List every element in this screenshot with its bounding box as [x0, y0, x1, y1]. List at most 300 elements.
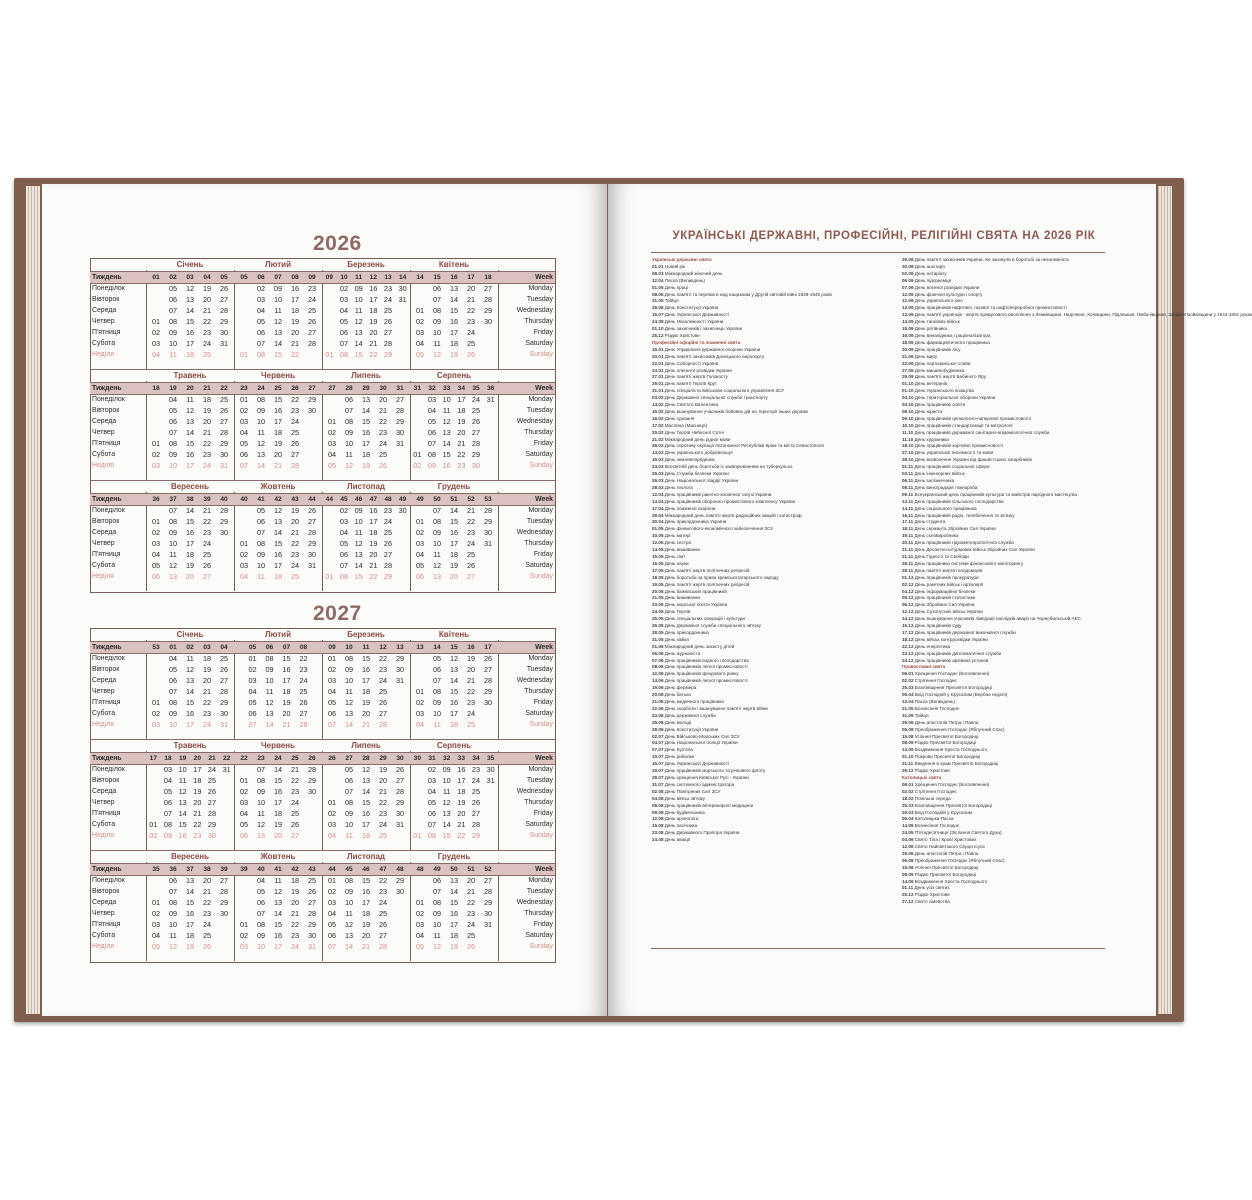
week-number: 12: [369, 274, 377, 281]
day-name-ua: Неділя: [92, 943, 114, 950]
day-cell: 04: [415, 720, 425, 729]
day-cell: 01: [325, 350, 334, 359]
day-cell: 13: [354, 550, 363, 559]
holiday-date: 27.01: [652, 374, 664, 380]
day-cell: 08: [432, 517, 442, 526]
day-cell: 22: [299, 654, 308, 663]
holiday-name: Стрітення Господнє: [913, 788, 957, 794]
holiday-date: 15.07: [652, 312, 664, 318]
day-cell: 17: [449, 539, 459, 548]
day-cell: 17: [361, 820, 371, 829]
week-number: 35: [472, 385, 480, 392]
day-cell: 22: [378, 876, 388, 885]
day-cell: 09: [354, 284, 363, 293]
week-number: 48: [396, 866, 404, 873]
day-cell: 10: [273, 295, 283, 304]
day-cell: 02: [327, 809, 337, 818]
day-cell: 08: [344, 876, 354, 885]
day-cell: 08: [168, 317, 178, 326]
holiday-name: День прикордонника України: [663, 519, 727, 525]
month-name: Квітень: [438, 260, 470, 269]
holiday-date: 30.04: [652, 519, 664, 525]
holiday-item: [652, 651, 892, 658]
holiday-item: [652, 837, 892, 844]
holiday-item: [652, 782, 892, 789]
day-cell: 27: [219, 417, 229, 426]
day-cell: 05: [256, 887, 266, 896]
day-cell: 11: [257, 809, 265, 818]
day-cell: 25: [299, 687, 308, 696]
holiday-item: [652, 699, 892, 706]
day-cell: 05: [327, 698, 337, 707]
day-cell: 29: [395, 798, 405, 807]
holiday-date: 29.03: [902, 809, 914, 815]
day-cell: 28: [299, 720, 308, 729]
holiday-name: День матері: [663, 533, 691, 539]
holiday-name: День студента: [913, 519, 946, 525]
holiday-name: День працівників суду: [913, 623, 962, 629]
day-cell: 14: [449, 676, 459, 685]
holiday-date: 10.07: [652, 754, 664, 760]
holiday-item: [902, 865, 1106, 872]
holiday-date: 04.12: [902, 588, 914, 594]
holiday-name: День пам'яті жертв політичних репресій: [663, 567, 750, 573]
week-number: 30: [413, 755, 421, 762]
day-cell: 07: [327, 720, 337, 729]
day-cell: 23: [378, 428, 388, 437]
day-cell: 17: [361, 676, 371, 685]
day-cell: 01: [149, 820, 158, 829]
holiday-item: [902, 561, 1106, 568]
day-cell: 19: [290, 887, 300, 896]
calendar-2026: [90, 258, 555, 592]
day-cell: 18: [290, 876, 300, 885]
day-cell: 13: [344, 709, 354, 718]
holiday-item: [652, 464, 892, 471]
holiday-item: [902, 858, 1106, 865]
holiday-date: 06.11: [902, 478, 914, 483]
holiday-date: 15.01: [652, 346, 664, 352]
holiday-item: [902, 851, 1106, 858]
day-cell: 11: [169, 550, 177, 559]
day-cell: 15: [354, 350, 363, 359]
day-cell: 16: [361, 809, 371, 818]
day-cell: 04: [239, 572, 249, 581]
calendar-2027: [90, 628, 555, 962]
holiday-name: Всеукраїнський день працівників культури та майстрів народного мистецтва: [913, 491, 1077, 497]
holiday-item: [652, 582, 892, 589]
day-cell: 19: [449, 561, 459, 570]
day-name-en: Thursday: [524, 799, 553, 806]
holiday-date: 18.05: [652, 574, 664, 580]
holiday-name: День української писемності та мови: [913, 450, 994, 456]
day-cell: 15: [449, 687, 459, 696]
holiday-date: 17.04: [652, 505, 664, 511]
holiday-item: [652, 658, 892, 665]
year-title-2027: 2027: [313, 602, 362, 625]
week-number: 06: [265, 644, 274, 651]
day-cell: 26: [378, 461, 388, 470]
day-cell: 14: [344, 942, 354, 951]
holiday-name: День Куп'ала: [663, 747, 693, 753]
day-name-ua: П'ятниця: [92, 699, 121, 706]
day-cell: 07: [339, 339, 349, 348]
day-name-en: Wednesday: [516, 307, 553, 314]
holiday-name: День працівників лісу: [913, 346, 961, 352]
holiday-date: 28.11: [902, 567, 914, 573]
day-cell: 29: [219, 898, 229, 907]
day-cell: 13: [361, 395, 371, 404]
holiday-name: День пам'яті захисників Донецького аеропорту: [663, 353, 765, 359]
day-cell: 17: [273, 417, 283, 426]
day-cell: 07: [168, 306, 178, 315]
holiday-date: 13.09: [902, 305, 914, 311]
day-cell: 07: [427, 439, 437, 448]
day-cell: 02: [239, 406, 249, 415]
holiday-date: 15.07: [652, 761, 664, 767]
day-cell: 29: [395, 876, 405, 885]
week-number: 52: [484, 866, 492, 873]
day-cell: 25: [466, 550, 476, 559]
month-name: Травень: [173, 371, 207, 380]
day-cell: 29: [483, 517, 493, 526]
day-cell: 20: [202, 876, 212, 885]
holiday-item: [902, 430, 1106, 437]
day-cell: 20: [273, 831, 283, 840]
holiday-date: 18.09: [902, 339, 914, 345]
week-number: 25: [274, 385, 282, 392]
week-number: 37: [169, 496, 177, 503]
day-cell: 28: [219, 506, 229, 515]
holiday-name: Преображення Господнє (Яблучний Спас): [913, 857, 1005, 863]
week-number: 32: [442, 755, 451, 762]
day-cell: 22: [457, 831, 466, 840]
week-number: 38: [203, 866, 211, 873]
holiday-item: [652, 388, 892, 395]
holiday-name: Пасха (Великдень): [663, 277, 705, 283]
holiday-name: День соціального працівника: [913, 505, 977, 511]
holiday-date: 16.02: [652, 415, 664, 421]
holiday-date: 18.10: [902, 443, 914, 449]
day-cell: 16: [178, 831, 187, 840]
day-cell: 27: [378, 931, 388, 940]
holiday-item: [902, 720, 1106, 727]
day-cell: 22: [378, 417, 388, 426]
title-rule: [651, 252, 1105, 253]
day-cell: 19: [282, 698, 291, 707]
day-name-ua: Понеділок: [92, 285, 125, 292]
day-cell: 08: [432, 898, 442, 907]
week-number: 38: [186, 496, 194, 503]
day-cell: 20: [466, 284, 476, 293]
day-cell: 12: [344, 920, 354, 929]
day-cell: 12: [256, 439, 266, 448]
day-cell: 06: [344, 776, 354, 785]
holiday-date: 23.06: [652, 712, 664, 718]
holiday-name: День українського добровольця: [663, 450, 733, 456]
week-number: 51: [467, 866, 475, 873]
week-number: 49: [433, 866, 441, 873]
day-cell: 15: [273, 776, 283, 785]
holiday-name: День Конституції України: [663, 305, 719, 311]
holiday-date: 08.09: [902, 871, 914, 877]
week-label-en: Week: [535, 385, 553, 392]
holiday-date: 09.08: [652, 809, 664, 815]
holiday-name: День працівників стандартизації та метрології: [913, 422, 1013, 428]
holiday-name: Новий рік: [663, 263, 686, 269]
holiday-date: 17.05: [652, 567, 664, 573]
day-cell: 12: [256, 820, 266, 829]
day-cell: 09: [344, 665, 354, 674]
day-name-en: Tuesday: [526, 888, 553, 895]
day-cell: 04: [151, 550, 161, 559]
day-cell: 13: [256, 831, 266, 840]
day-cell: 12: [185, 665, 195, 674]
day-cell: 04: [327, 831, 337, 840]
day-cell: 31: [395, 439, 405, 448]
week-number: 21: [203, 385, 211, 392]
day-cell: 23: [378, 887, 388, 896]
day-cell: 29: [471, 450, 481, 459]
holiday-date: 06.08: [902, 726, 914, 732]
holiday-item: [652, 409, 892, 416]
day-cell: 09: [354, 506, 363, 515]
month-name: Липень: [351, 741, 381, 750]
day-cell: 24: [202, 720, 212, 729]
holiday-name: День працівників целюлозно-паперової промисловості: [913, 415, 1032, 421]
week-number: 44: [308, 496, 316, 503]
month-name: Червень: [261, 741, 295, 750]
day-cell: 30: [483, 528, 493, 537]
holiday-name: День ракетних військ і артилерії: [913, 581, 984, 587]
holiday-item: [902, 727, 1106, 734]
holiday-date: 20.02: [652, 429, 664, 435]
holiday-date: 14.09: [902, 319, 914, 325]
day-cell: 12: [432, 942, 442, 951]
day-cell: 04: [256, 306, 266, 315]
week-label-en: Week: [535, 496, 553, 503]
holiday-date: 12.06: [652, 671, 664, 677]
day-cell: 24: [471, 395, 481, 404]
week-number: 41: [257, 496, 265, 503]
day-name-ua: Четвер: [92, 799, 115, 806]
holiday-name: Стрітення Господнє: [913, 678, 957, 684]
day-cell: 14: [185, 506, 195, 515]
day-name-ua: Субота: [92, 451, 116, 458]
day-cell: 03: [339, 517, 349, 526]
holiday-item: [652, 754, 892, 761]
holiday-date: 06.01: [902, 671, 914, 677]
holiday-name: Успіння Пресвятої Богородиці: [913, 864, 979, 870]
holiday-name: День вшанування учасників бойових дій на території інших держав: [663, 408, 808, 414]
day-name-en: Monday: [528, 507, 553, 514]
day-cell: 07: [168, 687, 178, 696]
week-number: 05: [248, 644, 257, 651]
day-cell: 23: [466, 317, 476, 326]
day-cell: 13: [361, 776, 371, 785]
day-cell: 03: [327, 439, 337, 448]
day-cell: 12: [178, 787, 187, 796]
holiday-name: День Незалежності України: [663, 319, 724, 325]
holiday-item: [652, 720, 892, 727]
holiday-item: [902, 796, 1106, 803]
holiday-name: Покрова Пресвятої Богородиці: [913, 754, 981, 760]
day-cell: 21: [466, 887, 476, 896]
holiday-date: 01.05: [652, 284, 664, 290]
day-cell: 26: [378, 920, 388, 929]
week-number: 11: [362, 644, 370, 651]
day-cell: 26: [307, 887, 317, 896]
day-name-en: Wednesday: [516, 899, 553, 906]
holiday-name: Різдво Христове: [913, 892, 950, 898]
holiday-name: День археолога: [663, 816, 699, 822]
holiday-name: Хрещення Господнє (Богоявлення): [913, 781, 990, 787]
holiday-date: 04.08: [652, 795, 664, 801]
grid-line: [498, 640, 499, 739]
week-number: 46: [354, 496, 363, 503]
day-cell: 02: [415, 909, 425, 918]
day-cell: 28: [378, 720, 388, 729]
holiday-name: Вознесіння Господнє: [913, 823, 960, 829]
holiday-item: [902, 589, 1106, 596]
holiday-item: [902, 533, 1106, 540]
week-number: 17: [467, 274, 475, 281]
day-cell: 22: [466, 687, 476, 696]
month-name: Лютий: [265, 260, 291, 269]
day-cell: 09: [344, 809, 354, 818]
holiday-name: День медичного працівника: [663, 699, 724, 704]
holiday-date: 09.10: [902, 415, 914, 421]
day-cell: 25: [290, 428, 300, 437]
grid-line: [498, 270, 499, 369]
day-name-ua: Середа: [92, 788, 117, 795]
day-cell: 29: [307, 920, 317, 929]
day-cell: 05: [339, 317, 349, 326]
day-cell: 05: [163, 787, 173, 796]
holiday-item: [652, 347, 892, 354]
holiday-item: [652, 423, 892, 430]
holiday-item: [652, 602, 892, 609]
day-cell: 28: [471, 820, 481, 829]
holiday-name: День Військово-Морських Сил ЗСУ: [663, 733, 740, 739]
holiday-date: 27.09: [902, 367, 914, 373]
holiday-name: День фермера: [663, 685, 697, 691]
day-cell: 20: [282, 709, 291, 718]
holiday-name: День підприємця: [913, 277, 952, 283]
day-cell: 11: [257, 428, 265, 437]
day-name-en: Sunday: [529, 573, 553, 580]
holiday-item: [652, 374, 892, 381]
day-cell: 04: [256, 876, 266, 885]
holiday-date: 21.09: [902, 353, 914, 359]
day-name-ua: Понеділок: [92, 507, 125, 514]
day-cell: 30: [486, 765, 495, 774]
day-cell: 01: [239, 776, 249, 785]
month-name: Липень: [351, 371, 381, 380]
day-cell: 23: [290, 787, 300, 796]
holiday-item: [902, 789, 1106, 796]
day-cell: 01: [239, 920, 249, 929]
day-cell: 21: [466, 676, 476, 685]
holiday-item: [902, 471, 1106, 478]
day-cell: 03: [151, 461, 161, 470]
week-number: 11: [355, 274, 363, 281]
holiday-item: [652, 685, 892, 692]
day-cell: 30: [307, 550, 317, 559]
day-cell: 12: [344, 698, 354, 707]
day-cell: 29: [483, 687, 493, 696]
week-number: 28: [345, 385, 353, 392]
week-number: 40: [220, 496, 228, 503]
day-cell: 10: [256, 561, 266, 570]
holiday-item: [902, 699, 1106, 706]
day-name-en: Saturday: [525, 932, 553, 939]
holiday-date: 27.10: [902, 450, 914, 456]
day-cell: 23: [290, 406, 300, 415]
day-cell: 16: [273, 550, 283, 559]
day-name-ua: Понеділок: [92, 655, 125, 662]
right-page: [608, 184, 1252, 1016]
day-cell: 19: [378, 765, 388, 774]
holiday-date: 16.11: [902, 512, 914, 518]
holiday-item: [652, 533, 892, 540]
day-cell: 26: [378, 698, 388, 707]
holiday-date: 31.01: [652, 388, 664, 394]
day-cell: 20: [202, 676, 212, 685]
holiday-date: 21.05: [902, 705, 914, 711]
day-cell: 21: [282, 720, 291, 729]
day-cell: 16: [273, 787, 283, 796]
holiday-item: [902, 347, 1106, 354]
day-cell: 18: [202, 654, 212, 663]
holiday-item: [652, 485, 892, 492]
day-cell: 06: [168, 676, 178, 685]
day-cell: 27: [307, 898, 317, 907]
day-cell: 21: [457, 439, 466, 448]
holiday-item: [652, 671, 892, 678]
holiday-item: [652, 416, 892, 423]
holiday-name: День сержанта Збройних Сил України: [913, 526, 996, 532]
week-number: 49: [416, 496, 424, 503]
day-cell: 17: [193, 765, 202, 774]
day-cell: 14: [361, 406, 371, 415]
holiday-name: Свято сімейства: [913, 899, 950, 905]
holiday-name: День шахтаря: [913, 263, 945, 269]
day-cell: 12: [273, 317, 283, 326]
day-cell: 20: [466, 876, 476, 885]
day-cell: 14: [442, 439, 451, 448]
day-name-en: Friday: [533, 699, 553, 706]
holiday-item: [652, 706, 892, 713]
day-name-ua: П'ятниця: [92, 440, 121, 447]
day-cell: 29: [483, 306, 493, 315]
day-cell: 14: [185, 887, 195, 896]
day-cell: 02: [151, 450, 161, 459]
holiday-name: Воздвиження Хреста Господнього: [913, 878, 988, 884]
day-cell: 15: [449, 517, 459, 526]
day-cell: 05: [168, 406, 178, 415]
holiday-date: 07.06: [652, 657, 664, 663]
holiday-section-heading: Православні свята: [902, 664, 946, 670]
holiday-name: Міжнародний день рідної мови: [663, 436, 731, 442]
day-cell: 17: [361, 439, 371, 448]
day-cell: 13: [432, 572, 442, 581]
holiday-date: 23.12: [902, 650, 914, 656]
day-name-en: Thursday: [524, 318, 553, 325]
holiday-date: 12.06: [902, 844, 914, 850]
day-cell: 15: [273, 920, 283, 929]
holiday-item: [652, 616, 892, 623]
